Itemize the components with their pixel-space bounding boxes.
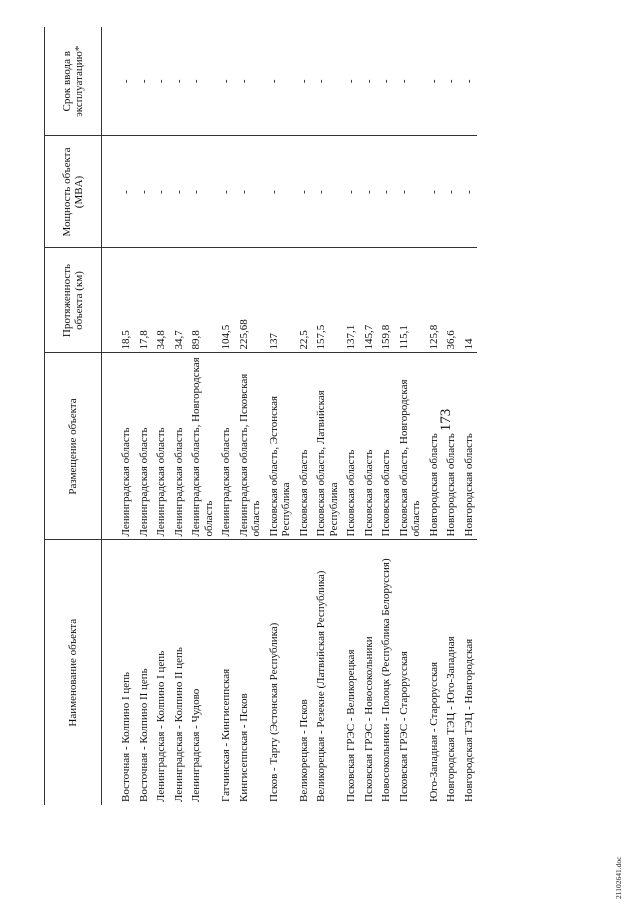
cell-power: - <box>395 136 425 248</box>
cell-location: Псковская область <box>295 353 313 540</box>
table-row <box>295 27 313 805</box>
cell-length: 157,5 <box>312 248 342 353</box>
cell-term: - <box>442 27 460 136</box>
cell-power: - <box>217 136 235 248</box>
cell-length: 34,8 <box>152 248 170 353</box>
cell-name: Новгородская ТЭЦ - Юго-Западная <box>445 636 457 802</box>
cell-length: 115,1 <box>395 248 425 353</box>
page-number: 173 <box>438 408 454 432</box>
cell-power: - <box>117 136 135 248</box>
cell-power: - <box>377 136 395 248</box>
cell-name: Новосокольники - Полоцк (Республика Белоруссия) <box>380 558 392 802</box>
header-power: Мощность объекта (MBA) <box>45 136 102 248</box>
facilities-table <box>44 27 477 805</box>
cell-location: Ленинградская область <box>135 353 153 540</box>
cell-term: - <box>217 27 235 136</box>
cell-term: - <box>265 27 295 136</box>
table-row <box>117 27 135 805</box>
table-row <box>442 27 460 805</box>
table-row <box>187 27 217 805</box>
cell-name: Кингисеппская - Псков <box>237 693 250 802</box>
cell-term: - <box>295 27 313 136</box>
table-row <box>135 27 153 805</box>
cell-term: - <box>425 27 443 136</box>
cell-location: Ленинградская область <box>217 353 235 540</box>
document-code: 21102641.doc <box>614 856 623 899</box>
cell-name: Великорецкая - Резекне (Латвийская Республика) <box>315 570 327 802</box>
cell-name: Ленинградская - Чудово <box>190 688 202 802</box>
cell-power: - <box>442 136 460 248</box>
cell-location: Псковская область <box>360 353 378 540</box>
cell-length: 125,8 <box>425 248 443 353</box>
table-row <box>312 27 342 805</box>
cell-term: - <box>460 27 478 136</box>
cell-location: Ленинградская область, Псковская область <box>235 353 265 540</box>
cell-power: - <box>425 136 443 248</box>
cell-location: Псковская область <box>377 353 395 540</box>
cell-name: Псков - Тарту (Эстонская Республика) <box>267 622 280 802</box>
table-header-row <box>45 27 102 805</box>
cell-name: Гатчинская - Кингисеппская <box>220 668 232 802</box>
cell-term: - <box>360 27 378 136</box>
cell-location: Псковская область, Эстонская Республика <box>265 353 295 540</box>
cell-name: Псковская ГРЭС - Великорецкая <box>345 649 357 802</box>
cell-term: - <box>152 27 170 136</box>
cell-length: 225,68 <box>235 248 265 353</box>
cell-length: 89,8 <box>187 248 217 353</box>
table-row <box>265 27 295 805</box>
cell-term: - <box>342 27 360 136</box>
header-length: Протяженность объекта (км) <box>45 248 102 353</box>
cell-name: Великорецкая - Псков <box>297 699 310 802</box>
cell-power: - <box>265 136 295 248</box>
header-name: Наименование объекта <box>45 540 102 805</box>
table-row <box>217 27 235 805</box>
cell-term: - <box>312 27 342 136</box>
cell-term: - <box>135 27 153 136</box>
cell-name: Псковская ГРЭС - Старорусская <box>397 651 410 802</box>
header-term: Срок ввода в эксплуатацию* <box>45 27 102 136</box>
cell-power: - <box>170 136 188 248</box>
table-body <box>102 27 478 805</box>
cell-power: - <box>295 136 313 248</box>
cell-length: 14 <box>460 248 478 353</box>
cell-location: Новгородская область <box>460 353 478 540</box>
cell-location: Новгородская область <box>425 353 443 540</box>
cell-length: 137,1 <box>342 248 360 353</box>
cell-power: - <box>360 136 378 248</box>
cell-power: - <box>342 136 360 248</box>
cell-power: - <box>152 136 170 248</box>
cell-power: - <box>187 136 217 248</box>
cell-power: - <box>460 136 478 248</box>
cell-name: Псковская ГРЭС - Новосокольники <box>362 636 375 802</box>
cell-name: Ленинградская - Колпино II цепь <box>172 647 185 802</box>
table-row <box>395 27 425 805</box>
cell-length: 34,7 <box>170 248 188 353</box>
cell-term: - <box>187 27 217 136</box>
cell-name: Ленинградская - Колпино I цепь <box>155 650 167 802</box>
cell-name: Восточная - Колпино I цепь <box>120 671 132 802</box>
table-spacer-row <box>102 27 118 805</box>
cell-term: - <box>117 27 135 136</box>
cell-location: Псковская область, Новгородская область <box>395 353 425 540</box>
cell-term: - <box>377 27 395 136</box>
cell-location: Ленинградская область <box>170 353 188 540</box>
cell-location: Псковская область, Латвийская Республика <box>312 353 342 540</box>
cell-location: Ленинградская область, Новгородская область <box>187 353 217 540</box>
cell-power: - <box>135 136 153 248</box>
cell-length: 36,6 <box>442 248 460 353</box>
cell-location: Ленинградская область <box>117 353 135 540</box>
cell-power: - <box>235 136 265 248</box>
cell-location: Новгородская область <box>442 353 460 540</box>
cell-length: 137 <box>265 248 295 353</box>
cell-location: Ленинградская область <box>152 353 170 540</box>
cell-length: 18,5 <box>117 248 135 353</box>
cell-power: - <box>312 136 342 248</box>
header-location: Размещение объекта <box>45 353 102 540</box>
cell-name: Юго-Западная - Старорусская <box>427 661 440 802</box>
cell-term: - <box>395 27 425 136</box>
cell-term: - <box>170 27 188 136</box>
table-row <box>152 27 170 805</box>
cell-name: Восточная - Колпино II цепь <box>137 668 150 802</box>
table-row <box>235 27 265 805</box>
cell-term: - <box>235 27 265 136</box>
table-row <box>460 27 478 805</box>
cell-length: 22,5 <box>295 248 313 353</box>
table-row <box>425 27 443 805</box>
cell-location: Псковская область <box>342 353 360 540</box>
table-row <box>360 27 378 805</box>
table-row <box>342 27 360 805</box>
cell-length: 159,8 <box>377 248 395 353</box>
table-row <box>377 27 395 805</box>
cell-length: 104,5 <box>217 248 235 353</box>
cell-length: 17,8 <box>135 248 153 353</box>
cell-name: Новгородская ТЭЦ - Новгородская <box>462 638 475 802</box>
table-row <box>170 27 188 805</box>
cell-length: 145,7 <box>360 248 378 353</box>
